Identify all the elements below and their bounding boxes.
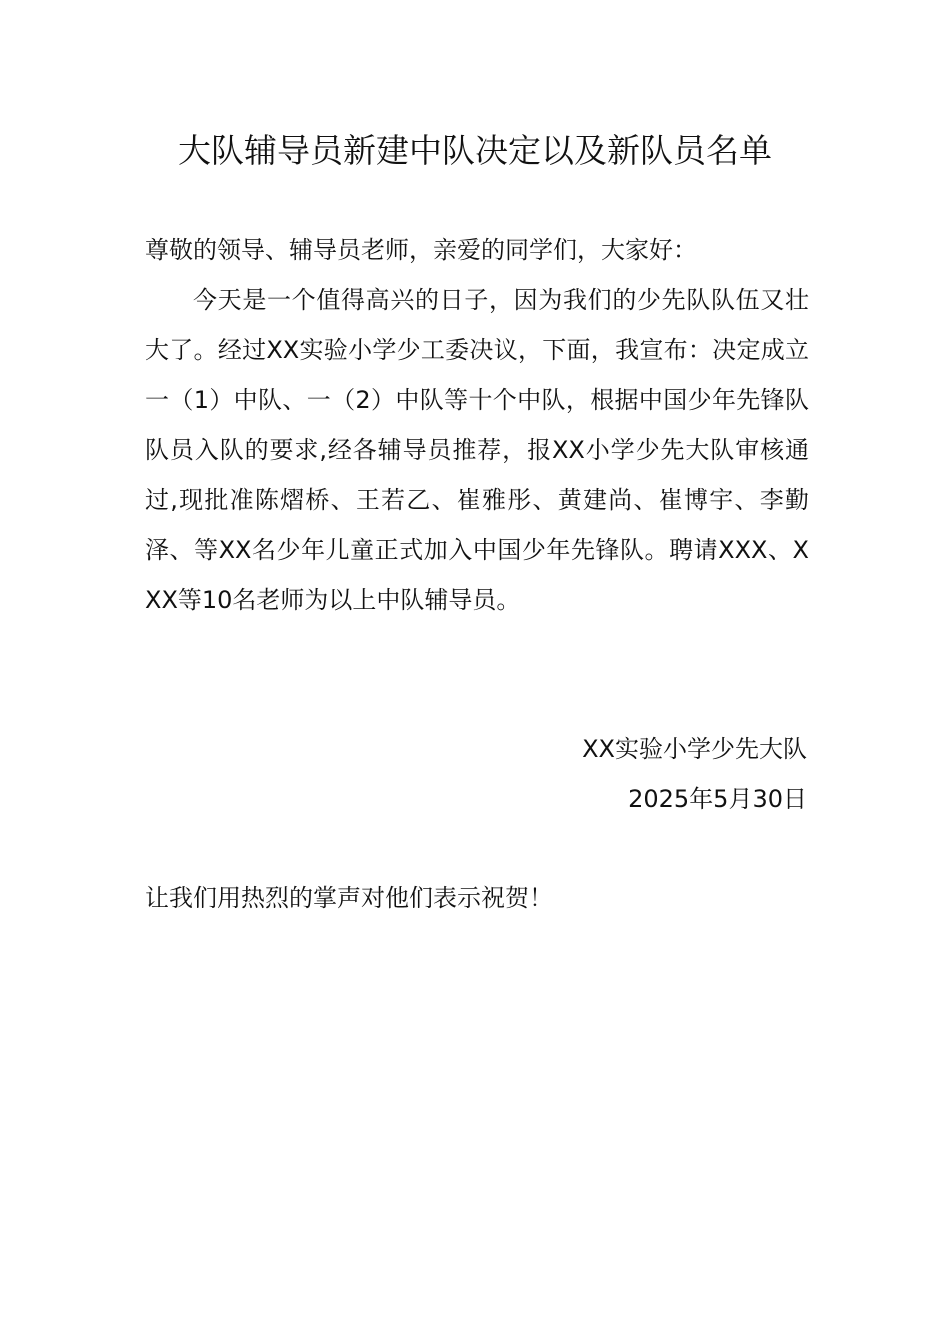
greeting-text: 尊敬的领导、辅导员老师，亲爱的同学们，大家好：	[145, 236, 697, 264]
document-title: 大队辅导员新建中队决定以及新队员名单	[178, 131, 772, 170]
signature-date: 2025年5月30日	[628, 785, 807, 813]
closing-text: 让我们用热烈的掌声对他们表示祝贺！	[145, 884, 553, 912]
announcement-paragraph: 今天是一个值得高兴的日子，因为我们的少先队队伍又壮大了。经过XX实验小学少工委决议，下面，我宣布：决定成立一（1）中队、一（2）中队等十个中队，根据中国少年先锋队队员入队的要求,经各辅导员推荐，报XX小学少先大队审核通过,现批准陈熠桥、王若乙、崔雅彤、黄建尚、崔博宇、李勤泽、等XX名少年儿童正式加入中国少年先锋队。聘请XXX、XXX等10名老师为以上中队辅导员。	[145, 286, 809, 614]
signature-organization: XX实验小学少先大队	[582, 735, 807, 763]
